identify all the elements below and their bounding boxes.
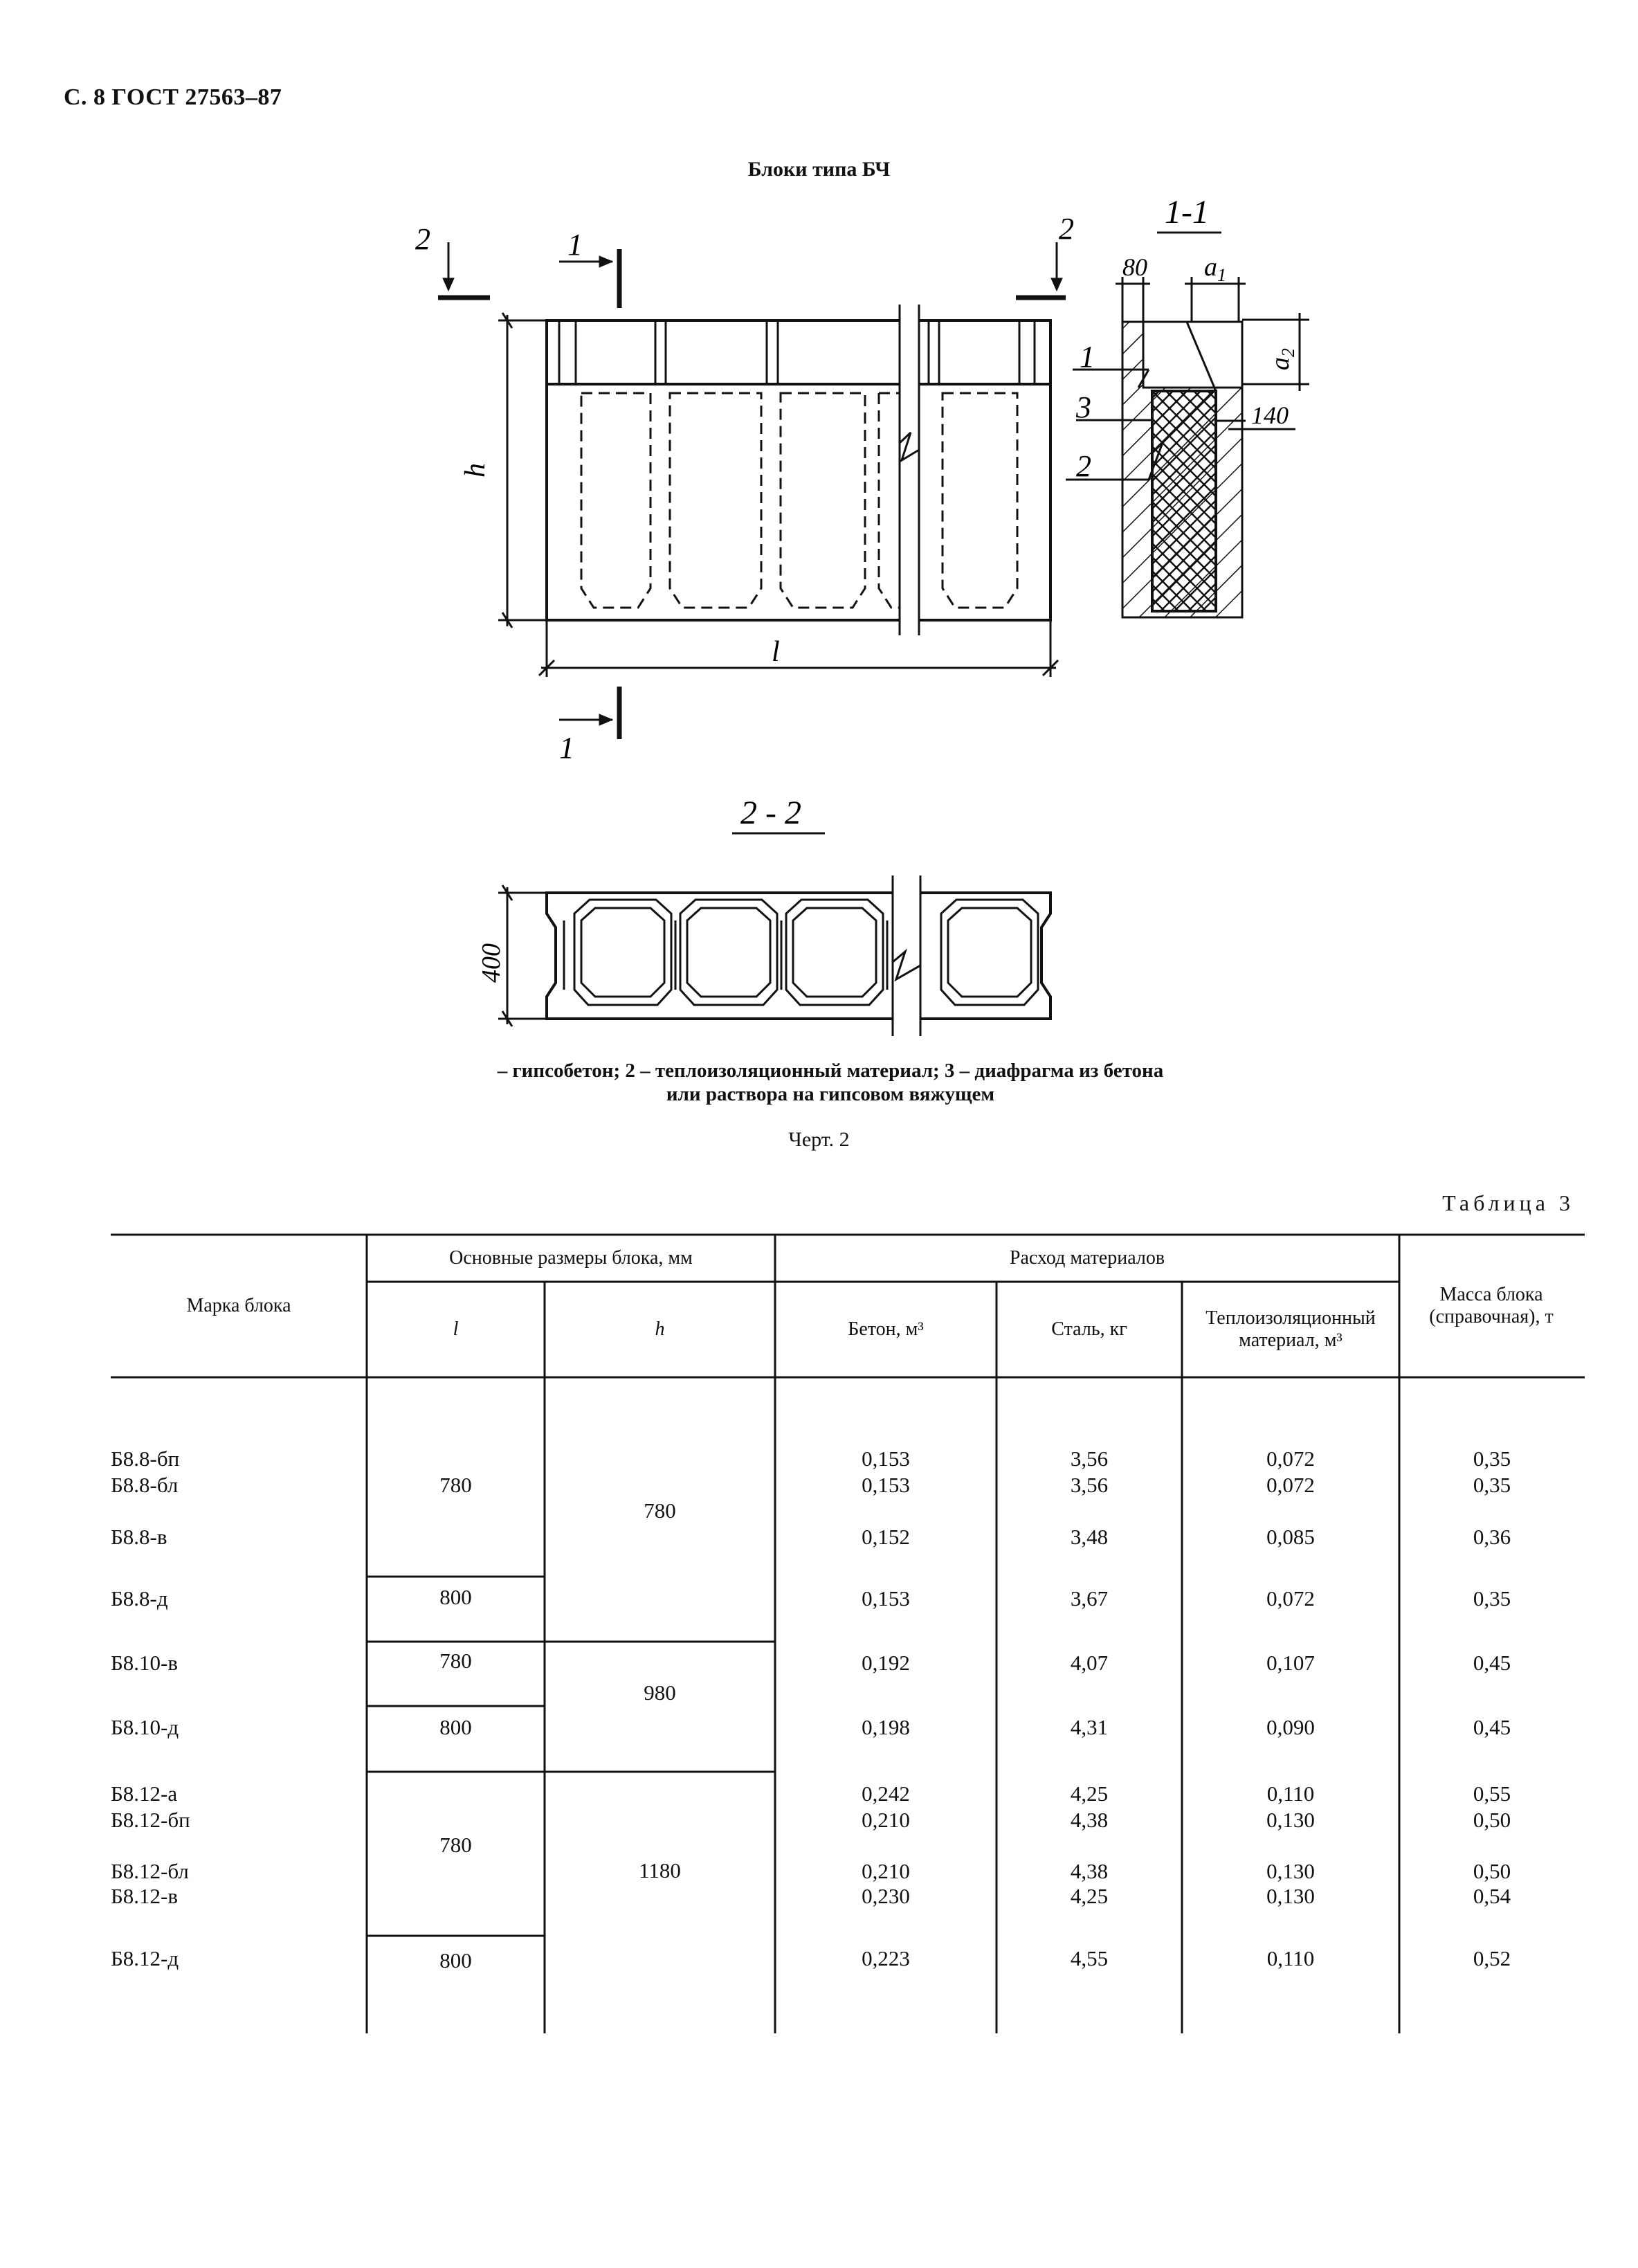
cell-mass: 0,35 (1473, 1446, 1511, 1471)
cell-concrete: 0,230 (862, 1884, 910, 1908)
cell-steel: 4,07 (1070, 1651, 1109, 1675)
header-insulation: Теплоизоляционный материал, м³ (1205, 1307, 1376, 1351)
cell-insulation: 0,072 (1266, 1586, 1315, 1611)
legend-line-1: – гипсобетон; 2 – теплоизоляционный материал; 3 – диафрагма из бетона (497, 1060, 1164, 1082)
cell-mark: Б8.8-бп (111, 1446, 180, 1471)
section-1-1-title: 1-1 (1165, 194, 1209, 230)
cell-concrete: 0,153 (862, 1586, 910, 1611)
l-group-1: 780 (439, 1473, 472, 1497)
cell-steel: 3,67 (1070, 1586, 1109, 1611)
h-group-2: 980 (644, 1680, 676, 1705)
cell-steel: 4,31 (1070, 1715, 1109, 1739)
header-concrete: Бетон, м³ (848, 1318, 924, 1340)
dim-140-label: 140 (1251, 401, 1289, 429)
header-mark: Марка блока (186, 1295, 291, 1316)
cell-concrete: 0,210 (862, 1808, 910, 1832)
cell-steel: 3,48 (1070, 1525, 1109, 1549)
section-2-2-title: 2 - 2 (740, 795, 801, 831)
page-header: С. 8 ГОСТ 27563–87 (64, 84, 282, 110)
cell-insulation: 0,072 (1266, 1446, 1315, 1471)
cell-steel: 4,25 (1070, 1884, 1109, 1908)
header-main-dims: Основные размеры блока, мм (449, 1247, 693, 1269)
l-group-3: 780 (439, 1649, 472, 1673)
cell-mass: 0,35 (1473, 1586, 1511, 1611)
cell-mark: Б8.12-бп (111, 1808, 190, 1832)
l-group-4: 800 (439, 1715, 472, 1739)
cut-2-left-label: 2 (415, 222, 430, 256)
cell-insulation: 0,130 (1266, 1884, 1315, 1908)
dim-a1-label: $a_1$ (1204, 253, 1226, 285)
header-consumption: Расход материалов (1009, 1247, 1165, 1269)
dim-l-label: l (772, 636, 780, 668)
cell-mass: 0,50 (1473, 1859, 1511, 1883)
cell-steel: 3,56 (1070, 1473, 1109, 1497)
cell-insulation: 0,110 (1266, 1781, 1315, 1806)
l-group-2: 800 (439, 1585, 472, 1609)
cell-mark: Б8.10-в (111, 1651, 179, 1675)
l-group-6: 800 (439, 1948, 472, 1972)
cell-insulation: 0,130 (1266, 1808, 1315, 1832)
cell-mass: 0,52 (1473, 1946, 1511, 1970)
dim-h-label: h (459, 463, 491, 478)
header-steel: Сталь, кг (1051, 1318, 1127, 1340)
dim-400-label: 400 (477, 943, 506, 983)
cell-mass: 0,36 (1473, 1525, 1511, 1549)
cell-mass: 0,35 (1473, 1473, 1511, 1497)
cell-mark: Б8.12-а (111, 1781, 178, 1806)
header-h: h (655, 1318, 665, 1340)
cell-concrete: 0,223 (862, 1946, 910, 1970)
cell-mark: Б8.12-бл (111, 1859, 189, 1883)
cell-concrete: 0,152 (862, 1525, 910, 1549)
cell-concrete: 0,242 (862, 1781, 910, 1806)
dim-a2-label: $a_2$ (1266, 348, 1298, 370)
cell-mass: 0,54 (1473, 1884, 1511, 1908)
cell-mark: Б8.8-д (111, 1586, 168, 1611)
cell-mark: Б8.12-д (111, 1946, 179, 1970)
header-mass: Масса блока (справочная), т (1429, 1284, 1554, 1327)
cell-insulation: 0,090 (1266, 1715, 1315, 1739)
h-group-3: 1180 (639, 1858, 681, 1883)
cell-steel: 4,55 (1070, 1946, 1109, 1970)
cell-concrete: 0,192 (862, 1651, 910, 1675)
cut-1-bottom-label: 1 (559, 731, 574, 765)
dim-80-label: 80 (1122, 253, 1147, 281)
header-l: l (453, 1318, 459, 1340)
cell-mark: Б8.12-в (111, 1884, 179, 1908)
callout-2: 2 (1076, 449, 1091, 483)
figure-caption: Черт. 2 (788, 1128, 850, 1151)
table-caption: Таблица 3 (1442, 1190, 1574, 1215)
callout-3: 3 (1076, 390, 1091, 424)
callout-1: 1 (1080, 340, 1095, 374)
cell-steel: 4,25 (1070, 1781, 1109, 1806)
cell-concrete: 0,153 (862, 1473, 910, 1497)
cell-mark: Б8.8-бл (111, 1473, 179, 1497)
h-group-1: 780 (644, 1498, 676, 1523)
cut-1-top-label: 1 (567, 228, 583, 262)
cell-mark: Б8.8-в (111, 1525, 167, 1549)
cell-mark: Б8.10-д (111, 1715, 179, 1739)
cell-mass: 0,50 (1473, 1808, 1511, 1832)
cell-concrete: 0,153 (862, 1446, 910, 1471)
cell-insulation: 0,072 (1266, 1473, 1315, 1497)
cell-insulation: 0,130 (1266, 1859, 1315, 1883)
cut-2-right-label: 2 (1059, 212, 1074, 246)
cell-mass: 0,55 (1473, 1781, 1511, 1806)
cell-mass: 0,45 (1473, 1715, 1511, 1739)
l-group-5: 780 (439, 1833, 472, 1857)
cell-steel: 4,38 (1070, 1808, 1109, 1832)
cell-concrete: 0,198 (862, 1715, 910, 1739)
cell-steel: 3,56 (1070, 1446, 1109, 1471)
cell-mass: 0,45 (1473, 1651, 1511, 1675)
cell-insulation: 0,110 (1266, 1946, 1315, 1970)
cell-steel: 4,38 (1070, 1859, 1109, 1883)
cell-insulation: 0,085 (1266, 1525, 1315, 1549)
cell-concrete: 0,210 (862, 1859, 910, 1883)
figure-title: Блоки типа БЧ (747, 158, 891, 181)
cell-insulation: 0,107 (1266, 1651, 1315, 1675)
legend-line-2: или раствора на гипсовом вяжущем (666, 1083, 995, 1105)
